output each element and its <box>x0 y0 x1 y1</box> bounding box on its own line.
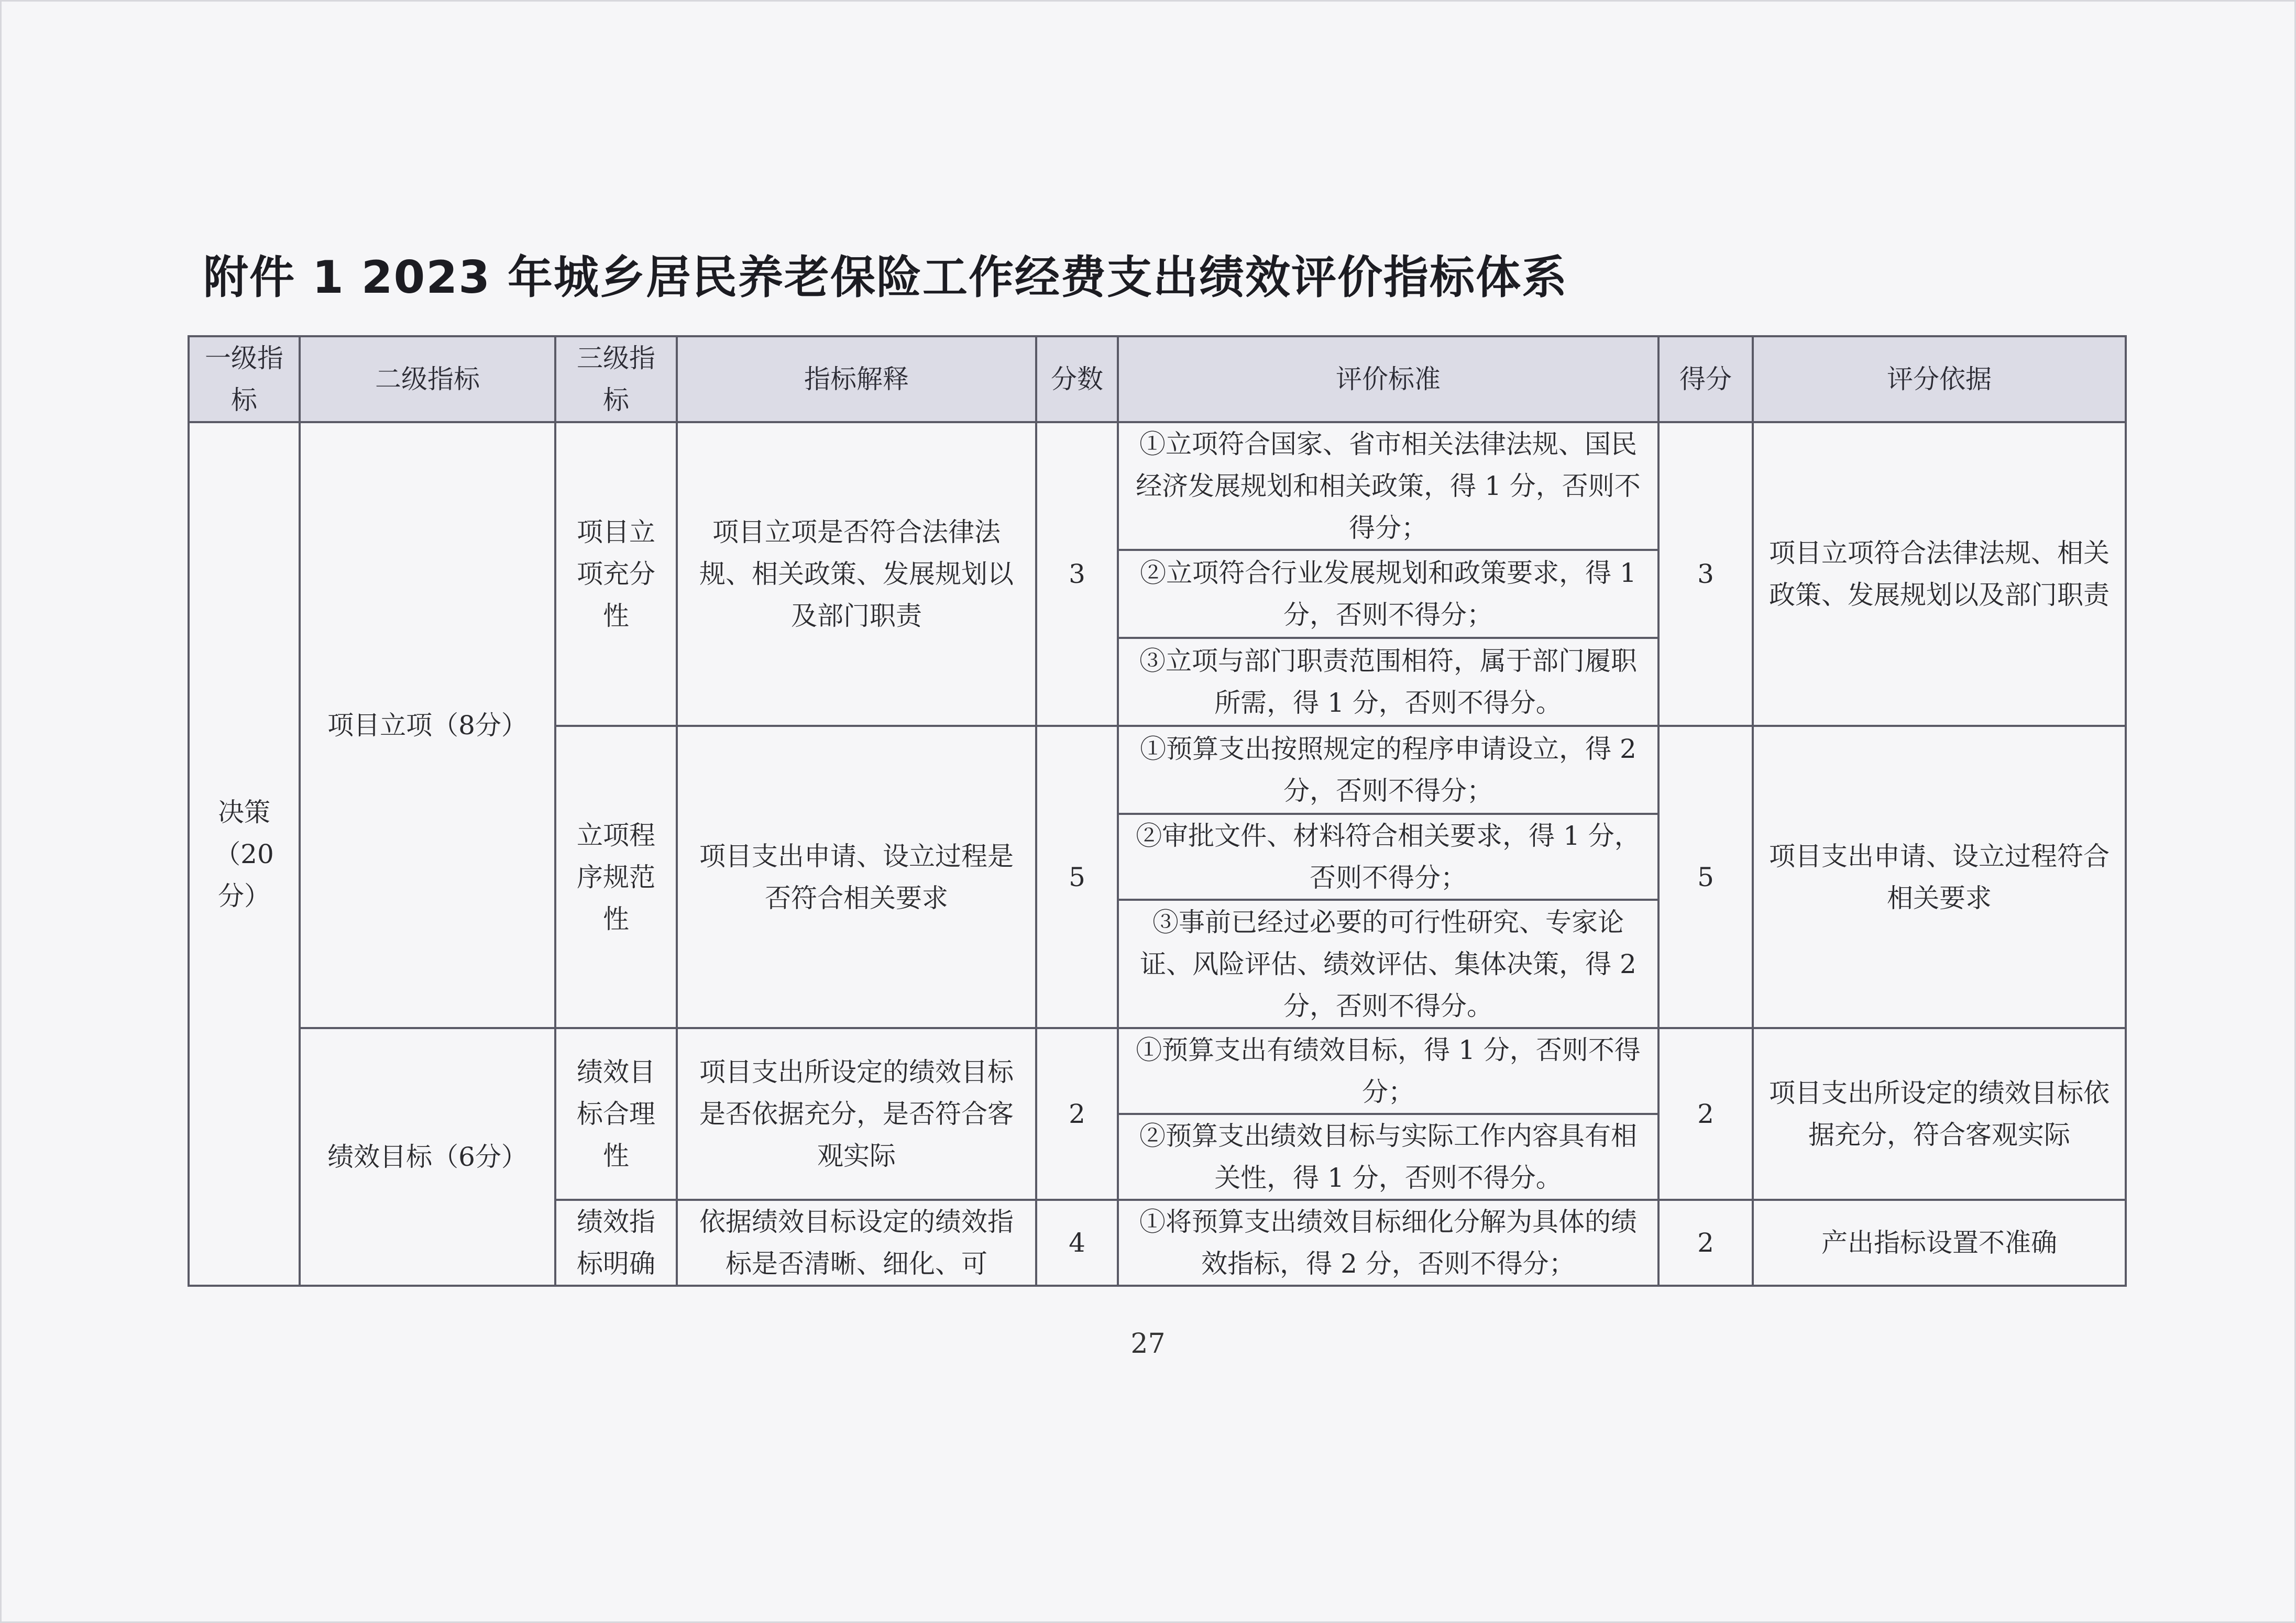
explanation-cell: 项目立项是否符合法律法规、相关政策、发展规划以及部门职责 <box>677 422 1036 726</box>
level2-cell-target: 绩效目标（6分） <box>300 1028 555 1286</box>
header-explanation: 指标解释 <box>677 336 1036 422</box>
header-basis: 评分依据 <box>1753 336 2126 422</box>
page-number: 27 <box>1130 1328 1166 1360</box>
criteria-cell: ①将预算支出绩效目标细化分解为具体的绩效指标，得 2 分，否则不得分； <box>1118 1200 1658 1286</box>
header-level2: 二级指标 <box>300 336 555 422</box>
header-level3: 三级指标 <box>555 336 677 422</box>
score-cell: 3 <box>1658 422 1753 726</box>
score-cell: 2 <box>1658 1200 1753 1286</box>
criteria-cell: ③事前已经过必要的可行性研究、专家论证、风险评估、绩效评估、集体决策，得 2 分，否则不得分。 <box>1118 900 1658 1028</box>
basis-cell: 产出指标设置不准确 <box>1753 1200 2126 1286</box>
criteria-cell: ③立项与部门职责范围相符，属于部门履职所需，得 1 分，否则不得分。 <box>1118 638 1658 726</box>
explanation-cell: 项目支出所设定的绩效目标是否依据充分，是否符合客观实际 <box>677 1028 1036 1200</box>
basis-cell: 项目支出申请、设立过程符合相关要求 <box>1753 726 2126 1028</box>
level3-cell: 绩效指标明确 <box>555 1200 677 1286</box>
header-level1: 一级指标 <box>189 336 300 422</box>
points-cell: 2 <box>1036 1028 1118 1200</box>
score-cell: 5 <box>1658 726 1753 1028</box>
header-points: 分数 <box>1036 336 1118 422</box>
level3-cell: 项目立项充分性 <box>555 422 677 726</box>
basis-cell: 项目支出所设定的绩效目标依据充分，符合客观实际 <box>1753 1028 2126 1200</box>
table-row <box>189 422 2126 550</box>
points-cell: 4 <box>1036 1200 1118 1286</box>
page-title: 附件 1 2023 年城乡居民养老保险工作经费支出绩效评价指标体系 <box>203 251 1568 304</box>
points-cell: 3 <box>1036 422 1118 726</box>
criteria-cell: ①预算支出按照规定的程序申请设立，得 2 分，否则不得分； <box>1118 726 1658 814</box>
criteria-cell: ②立项符合行业发展规划和政策要求，得 1 分，否则不得分； <box>1118 550 1658 638</box>
level1-cell: 决策（20分） <box>189 422 300 1286</box>
explanation-cell: 依据绩效目标设定的绩效指标是否清晰、细化、可 <box>677 1200 1036 1286</box>
score-cell: 2 <box>1658 1028 1753 1200</box>
criteria-cell: ①立项符合国家、省市相关法律法规、国民经济发展规划和相关政策，得 1 分，否则不得分； <box>1118 422 1658 550</box>
header-criteria: 评价标准 <box>1118 336 1658 422</box>
header-row <box>189 336 2126 422</box>
indicator-table <box>188 335 2127 1287</box>
level3-cell: 立项程序规范性 <box>555 726 677 1028</box>
level3-cell: 绩效目标合理性 <box>555 1028 677 1200</box>
points-cell: 5 <box>1036 726 1118 1028</box>
table-row <box>189 1028 2126 1114</box>
criteria-cell: ①预算支出有绩效目标，得 1 分，否则不得分； <box>1118 1028 1658 1114</box>
basis-cell: 项目立项符合法律法规、相关政策、发展规划以及部门职责 <box>1753 422 2126 726</box>
criteria-cell: ②预算支出绩效目标与实际工作内容具有相关性，得 1 分，否则不得分。 <box>1118 1114 1658 1200</box>
level2-cell-project: 项目立项（8分） <box>300 422 555 1028</box>
explanation-cell: 项目支出申请、设立过程是否符合相关要求 <box>677 726 1036 1028</box>
header-score: 得分 <box>1658 336 1753 422</box>
criteria-cell: ②审批文件、材料符合相关要求，得 1 分，否则不得分； <box>1118 814 1658 900</box>
